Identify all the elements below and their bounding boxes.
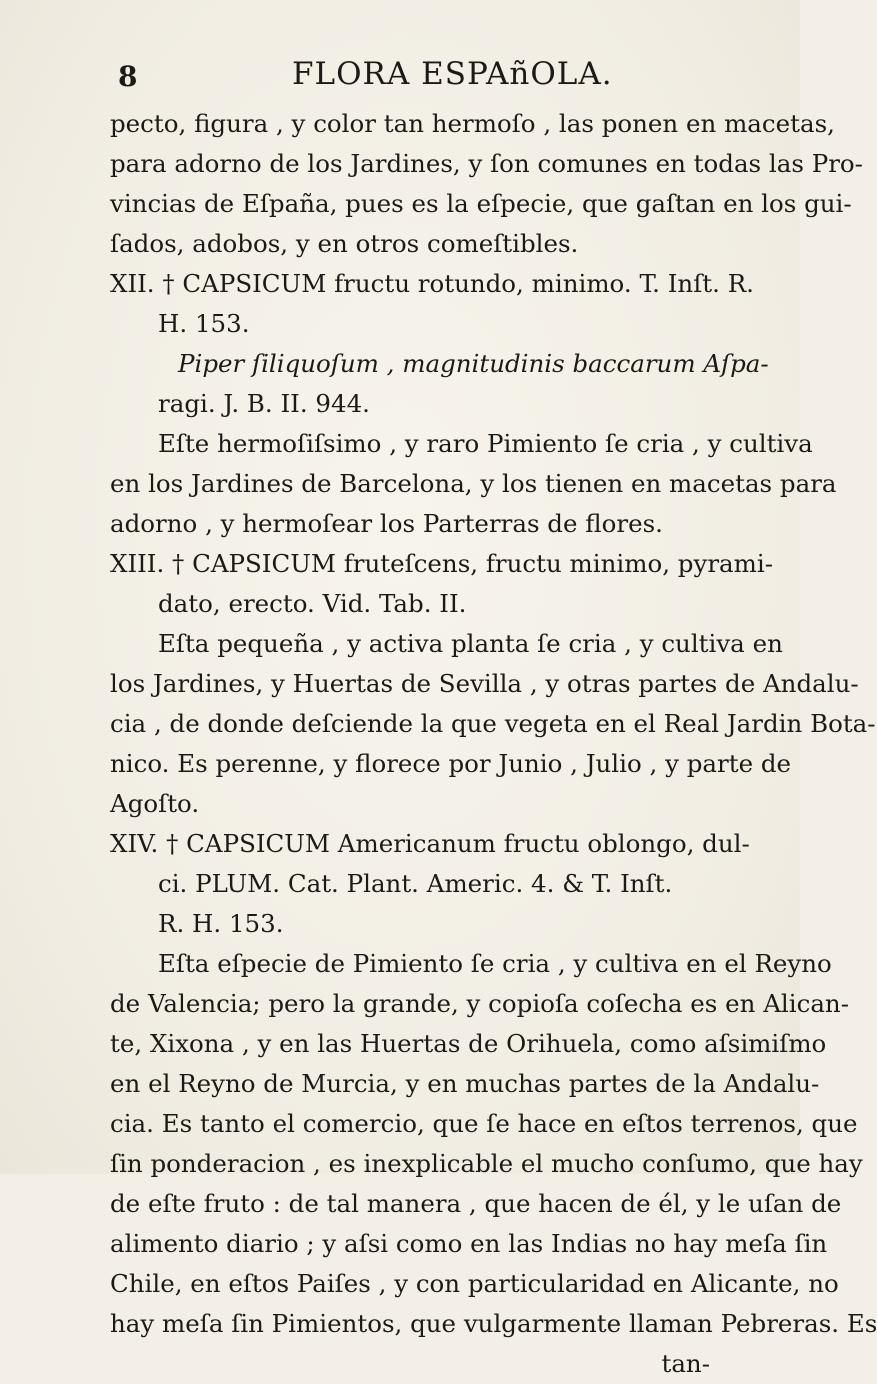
running-title: FLORA ESPAñOLA. bbox=[292, 56, 613, 92]
text-line: cia , de donde deſciende la que vegeta en el Real Jardin Bota- bbox=[110, 709, 876, 738]
page-header bbox=[112, 56, 692, 96]
text-line: de eſte fruto : de tal manera , que hacen de él, y le uſan de bbox=[110, 1189, 842, 1218]
text-line: en los Jardines de Barcelona, y los tienen en macetas para bbox=[110, 469, 837, 498]
text-line: adorno , y hermoſear los Parterras de flores. bbox=[110, 509, 663, 538]
text-line: Eſta pequeña , y activa planta ſe cria , y cultiva en bbox=[158, 629, 783, 658]
page-number: 8 bbox=[118, 60, 138, 93]
text-line: Chile, en eſtos Paiſes , y con particularidad en Alicante, no bbox=[110, 1269, 839, 1298]
text-line: de Valencia; pero la grande, y copioſa coſecha es en Alican- bbox=[110, 989, 849, 1018]
text-line: Eſta eſpecie de Pimiento ſe cria , y cultiva en el Reyno bbox=[158, 949, 832, 978]
text-line: pecto, figura , y color tan hermoſo , las ponen en macetas, bbox=[110, 109, 835, 138]
entry-heading-xiii: XIII. † CAPSICUM fruteſcens, fructu minimo, pyrami- bbox=[110, 549, 773, 578]
body-text bbox=[110, 104, 877, 1384]
text-line: hay meſa ſin Pimientos, que vulgarmente llaman Pebreras. Es bbox=[110, 1309, 877, 1338]
text-line: te, Xixona , y en las Huertas de Orihuela, como aſsimiſmo bbox=[110, 1029, 827, 1058]
text-line: cia. Es tanto el comercio, que ſe hace en eſtos terrenos, que bbox=[110, 1109, 858, 1138]
catchword: tan- bbox=[661, 1349, 710, 1378]
text-line: dato, erecto. Vid. Tab. II. bbox=[158, 589, 467, 618]
text-line: nico. Es perenne, y florece por Junio , Julio , y parte de bbox=[110, 749, 792, 778]
entry-heading-xiv: XIV. † CAPSICUM Americanum fructu oblongo, dul- bbox=[110, 829, 750, 858]
text-line: los Jardines, y Huertas de Sevilla , y otras partes de Andalu- bbox=[110, 669, 859, 698]
entry-heading-xii: XII. † CAPSICUM fructu rotundo, minimo. T. Inſt. R. bbox=[110, 269, 754, 298]
text-line: Eſte hermoſiſsimo , y raro Pimiento ſe cria , y cultiva bbox=[158, 429, 813, 458]
text-line: vincias de Eſpaña, pues es la eſpecie, que gaſtan en los gui- bbox=[110, 189, 852, 218]
text-line: en el Reyno de Murcia, y en muchas partes de la Andalu- bbox=[110, 1069, 820, 1098]
text-line: alimento diario ; y aſsi como en las Indias no hay meſa ſin bbox=[110, 1229, 828, 1258]
text-line: ſados, adobos, y en otros comeſtibles. bbox=[110, 229, 579, 258]
text-line: ſin ponderacion , es inexplicable el mucho conſumo, que hay bbox=[110, 1149, 863, 1178]
synonym-line: Piper ſiliquoſum , magnitudinis baccarum Aſpa- bbox=[178, 349, 769, 378]
text-line: H. 153. bbox=[158, 309, 250, 338]
text-line: ci. PLUM. Cat. Plant. Americ. 4. & T. Inſt. bbox=[158, 869, 673, 898]
text-line: R. H. 153. bbox=[158, 909, 284, 938]
text-line: para adorno de los Jardines, y ſon comunes en todas las Pro- bbox=[110, 149, 863, 178]
text-line: Agoſto. bbox=[110, 789, 200, 818]
synonym-line: ragi. J. B. II. 944. bbox=[158, 389, 370, 418]
